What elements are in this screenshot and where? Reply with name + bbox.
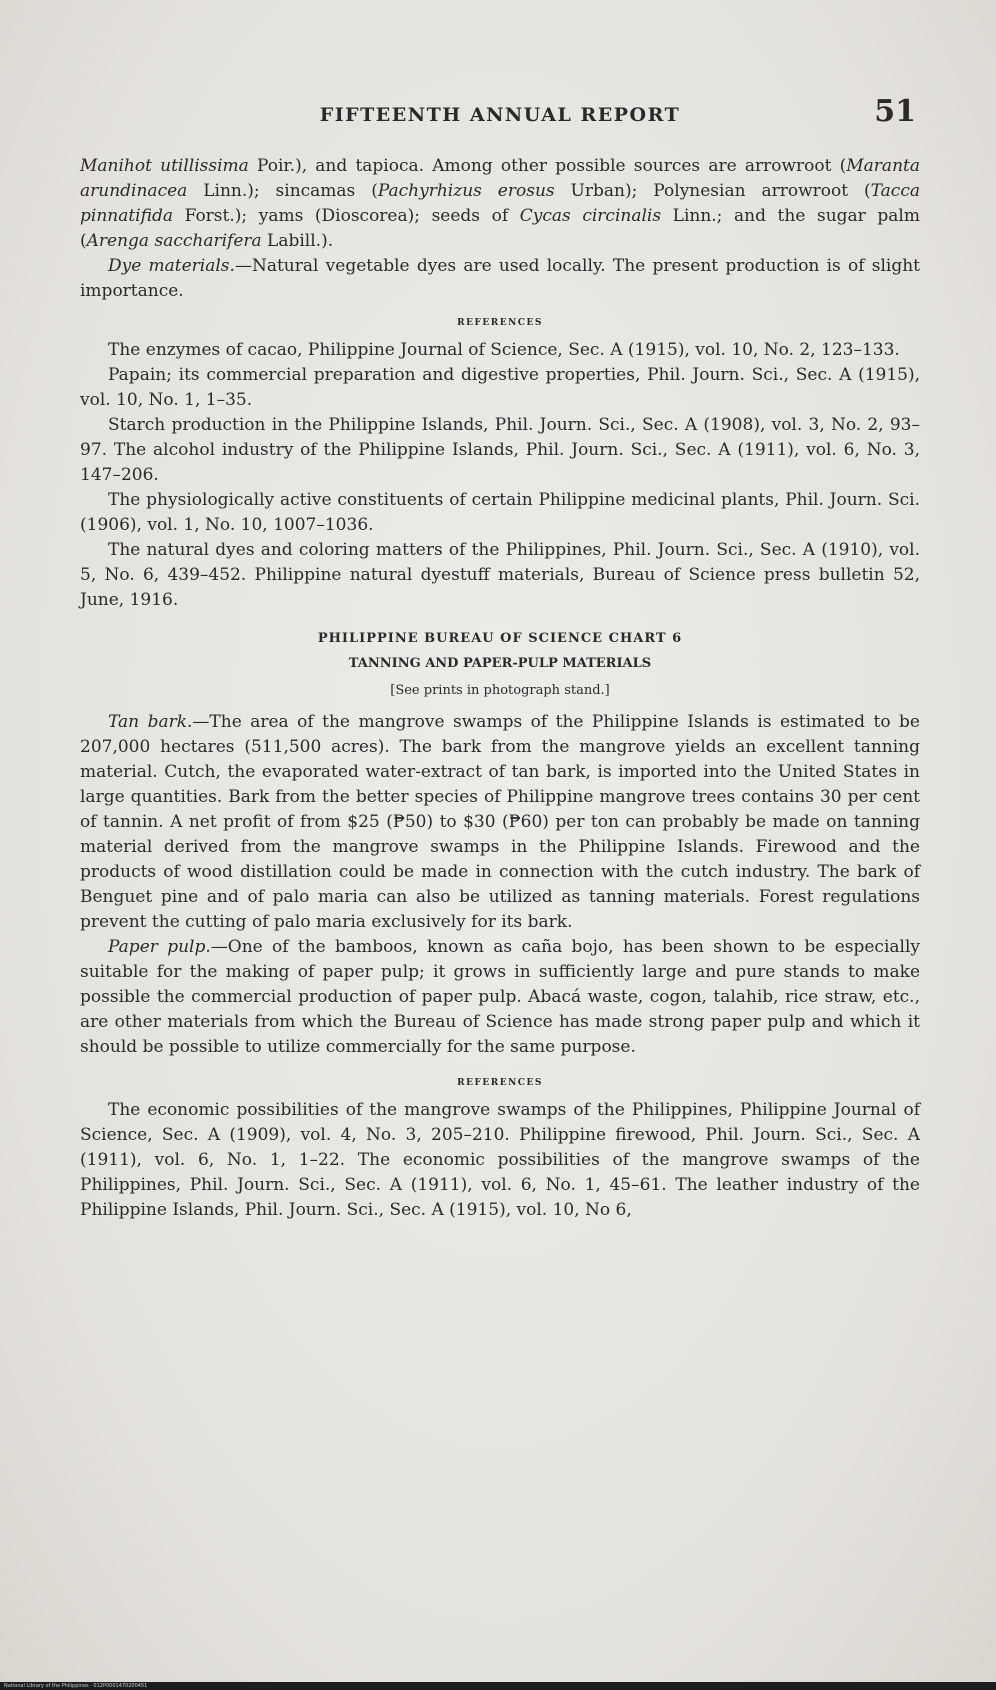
dye-materials-paragraph: [80, 254, 920, 304]
species-name: Pachyrhizus erosus: [377, 181, 555, 201]
species-name: Maranta arundinacea: [80, 156, 920, 201]
species-name: Tacca pinnatifida: [80, 181, 920, 226]
reference-item: The natural dyes and coloring matters of the Philippines, Phil. Journ. Sci., Sec. A (1910), vol. 5, No. 6, 439–452. Philippine natural dyestuff materials, Bureau of Science press bulletin 52, June, 1916.: [80, 540, 920, 610]
text-run: Labill.).: [261, 231, 334, 251]
text-run: Linn.; and the sugar palm (: [80, 206, 920, 251]
page-header: [80, 94, 920, 140]
section-lead: Dye materials.: [108, 256, 235, 276]
scan-footer-text: National Library of the Philippines · 012P0001470200451: [4, 1683, 148, 1689]
species-name: Cycas circinalis: [519, 206, 662, 226]
reference-item: The enzymes of cacao, Philippine Journal of Science, Sec. A (1915), vol. 10, No. 2, 123–133.: [108, 340, 900, 360]
running-title: FIFTEENTH ANNUAL REPORT: [319, 104, 681, 126]
page-body: [80, 154, 920, 1223]
text-run: —The area of the mangrove swamps of the Philippine Islands is estimated to be 207,000 hectares (511,500 acres). The bark from the mangrove yields an excellent tanning material. Cutch, the evaporated water-extract of tan bark, is imported into the United States in large quantities. Bark from the better species of Philippine mangrove trees contains 30 per cent of tannin. A net profit of from $25 (₱50) to $30 (₱60) per ton can probably be made on tanning material derived from the mangrove swamps in the Philippine Islands. Firewood and the products of wood distillation could be made in connection with the cutch industry. The bark of Benguet pine and of palo maria can also be utilized as tanning materials. Forest regulations prevent the cutting of palo maria exclusively for its bark.: [80, 712, 920, 932]
reference-item: The physiologically active constituents of certain Philippine medicinal plants, Phil. Journ. Sci. (1906), vol. 1, No. 10, 1007–1036.: [80, 490, 920, 535]
text-run: —One of the bamboos, known as caña bojo, has been shown to be especially suitable for the making of paper pulp; it grows in sufficiently large and pure stands to make possible the commercial production of paper pulp. Abacá waste, cogon, talahib, rice straw, etc., are other materials from which the Bureau of Science has made strong paper pulp and which it should be possible to utilize commercially for the same purpose.: [80, 937, 920, 1057]
section-lead: Paper pulp.: [108, 937, 211, 957]
text-run: Poir.), and tapioca. Among other possible sources are arrowroot (: [248, 156, 847, 176]
text-run: Forst.); yams (Dioscorea); seeds of: [172, 206, 520, 226]
reference-item: Papain; its commercial preparation and digestive properties, Phil. Journ. Sci., Sec. A (1915), vol. 10, No. 1, 1–35.: [80, 365, 920, 410]
tan-bark-paragraph: [80, 710, 920, 935]
paper-pulp-paragraph: [80, 935, 920, 1060]
chart-title: PHILIPPINE BUREAU OF SCIENCE CHART 6: [317, 631, 683, 646]
references-heading: REFERENCES: [457, 318, 543, 328]
section-lead: Tan bark.: [108, 712, 193, 732]
text-run: —Natural vegetable dyes are used locally. The present production is of slight importance.: [80, 256, 921, 301]
species-name: Manihot utillissima: [80, 156, 249, 176]
text-run: Linn.); sincamas (: [187, 181, 378, 201]
reference-item: The economic possibilities of the mangrove swamps of the Philippines, Philippine Journal of Science, Sec. A (1909), vol. 4, No. 3, 205–210. Philippine firewood, Phil. Journ. Sci., Sec. A (1911), vol. 6, No. 1, 1–22. The economic possibilities of the mangrove swamps of the Philippines, Phil. Journ. Sci., Sec. A (1911), vol. 6, No. 1, 45–61. The leather industry of the Philippine Islands, Phil. Journ. Sci., Sec. A (1915), vol. 10, No 6,: [80, 1100, 920, 1220]
reference-item: Starch production in the Philippine Islands, Phil. Journ. Sci., Sec. A (1908), vol. 3, No. 2, 93–97. The alcohol industry of the Philippine Islands, Phil. Journ. Sci., Sec. A (1911), vol. 6, No. 3, 147–206.: [80, 415, 920, 485]
chart-note: [See prints in photograph stand.]: [390, 683, 610, 698]
references-heading: REFERENCES: [457, 1078, 543, 1088]
text-run: Urban); Polynesian arrowroot (: [554, 181, 871, 201]
species-name: Arenga saccharifera: [86, 231, 262, 251]
scan-footer-strip: [0, 1682, 996, 1690]
starch-sources-paragraph: [80, 154, 920, 254]
page-number: 51: [874, 94, 916, 129]
chart-subtitle: TANNING AND PAPER-PULP MATERIALS: [348, 656, 652, 671]
